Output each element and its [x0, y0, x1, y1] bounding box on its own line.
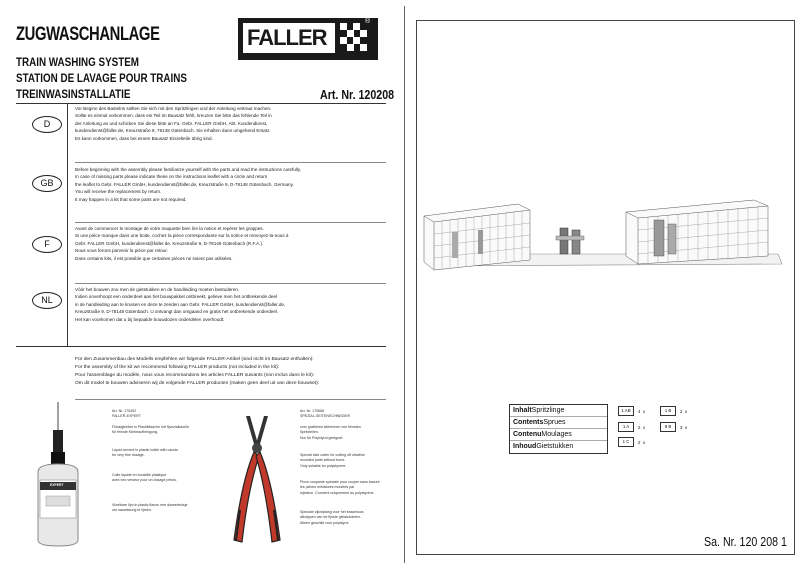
rule-de: [75, 162, 386, 163]
part-qty: 2 x: [638, 440, 646, 445]
part-box: 1 C: [618, 437, 634, 447]
cutter-desc-fr: Pince coupante spéciale pour couper sans bavure les pièces miniatures moulées par injection. Convient uniquement au polystyrène.: [300, 480, 380, 495]
contents-row-gb: ContentsSprues: [510, 417, 607, 429]
contents-row-de: InhaltSpritzlinge: [510, 405, 607, 417]
recommend-rule-top: [16, 346, 386, 347]
lang-badge-nl: NL: [32, 292, 62, 309]
glue-desc-de: Flüssigkleber in Plastikflasche mit Spezialkanüle für feinste Klebeaufbringung.: [112, 425, 190, 435]
article-number: Art. Nr. 120208: [320, 87, 395, 102]
part-box: 1 B: [660, 406, 676, 416]
rule-gb: [75, 222, 386, 223]
lang-badge-f: F: [32, 236, 62, 253]
recommend-text: Für den Zusammenbau des Modells empfehlen wir folgende FALLER-Artikel (sind nicht im Bausatz enthalten): For the assembly of the kit we recommend following FALLER products (not included in the kit): Pour l'assemblage du modèle, nous vous recommandons les articles FALLER suivants (non inclus dans le kit): Om dit model te bouwen adviseren wij de volgende FALLER producten (maken geen deel uit van deze bouwset):: [75, 357, 320, 386]
part-box: 8 B: [660, 422, 676, 432]
cutter-name: SPEZIAL-SEITENSCHNEIDER: [300, 414, 351, 418]
part-box: 1 A: [618, 422, 634, 432]
header-rule: [16, 103, 386, 104]
contents-table: [509, 404, 608, 454]
column-rule: [67, 103, 68, 346]
title-nl: TREINWASINSTALLATIE: [16, 87, 131, 101]
part-qty: 3 x: [680, 425, 688, 430]
train-washing-model-image: [418, 190, 790, 280]
right-page-frame: [416, 20, 795, 555]
recommend-rule-bottom: [75, 399, 386, 400]
cutter-desc-nl: Speciale zijkniptang voor het braamloos afknippen van de fijnste gietstukdelen. Alleen geschikt voor polystyrol.: [300, 510, 364, 525]
glue-bottle-label: EXPERT: [50, 483, 64, 487]
cutter-desc-gb: Special side cutter for cutting off ultrafine moulded parts without burrs. Only suitable for polystyrene.: [300, 453, 365, 468]
part-box: 1 AB: [618, 406, 634, 416]
part-qty: 2 x: [680, 409, 688, 414]
side-cutter-image: [220, 410, 295, 550]
text-gb: Before beginning with the assembly please familiarize yourself with the parts and read the instructions carefully. In case of missing parts please indicate these on the instructions leaflet with a circle and return the leaflet to Gebr. FALLER GmbH, kundendienst@faller.de, Kreuzstraße 9, D-78148 Gütenbach, Germany. You will receive the replacement by return. It may happen in a kit that some parts are not required.: [75, 167, 302, 202]
glue-desc-gb: Liquid cement in plastic bottle with canule for very fine dosage.: [112, 448, 179, 458]
title-gb: TRAIN WASHING SYSTEM: [16, 55, 140, 69]
text-nl: Vóór het bouwen zou men de gietstukken en de handleiding moeten bestuderen. Indien onverhoopt een onderdeel aan het bouwpakket ontbreekt, gelieve men het ontbrekende deel in de handleiding aan te kruisen en deze te zenden aan Gebr. FALLER GmbH, kundendienst@faller.de, Kreuzstraße 9, D-78148 Gütenbach. U ontvangt dan omgaand en gratis het ontbrekende onderdeel. Het kan voorkomen dat u bij bepaalde bouwdozen onderdelen overhoudt.: [75, 287, 286, 322]
lang-badge-d: D: [32, 116, 62, 133]
glue-bottle-image: [28, 400, 88, 550]
page-title: ZUGWASCHANLAGE: [16, 24, 160, 45]
contents-row-nl: InhoudGietstukken: [513, 443, 574, 450]
text-de: Vor Beginn des Bastelns sollten Sie sich mit den Spritzlingen und der Anleitung vertraut machen. Sollte es einmal vorkommen, dass ein Teil im Bausatz fehlt, kreuzen Sie bitte das fehlende Teil in der Anleitung an und schicken Sie diese bitte an Fa. Gebr. FALLER GmbH, Abt. Kundendienst, kundendienst@faller.de, Kreuzstraße 9, 78148 Gütenbach. Sie erhalten dann umgehend Ersatz. Es kann vorkommen, dass bei einem Bausatz Einzelteile übrig sind.: [75, 106, 272, 141]
cutter-art: Art. Nr. 170688: [300, 409, 325, 413]
glue-name: FALLER-EXPERT: [112, 414, 141, 418]
registered-mark: ®: [365, 18, 371, 25]
part-qty: 2 x: [638, 425, 646, 430]
glue-art: Art. Nr. 170492: [112, 409, 137, 413]
glue-desc-nl: Vloeibare lijm in plastic flacon met doseerbuisje om nauwkeurig te lijmen.: [112, 503, 188, 513]
part-qty: 4 x: [638, 409, 646, 414]
logo-text: FALLER: [247, 25, 327, 50]
cutter-desc-de: zum gratfreien Abtrennen von feinsten Spritzteilen. Nur für Polystyrol geeignet.: [300, 425, 361, 440]
rule-fr: [75, 283, 386, 284]
text-fr: Avant de commencer le montage de votre maquette bien lire la notice et repérer les grappes. Si une pièce manque dans une boite, cochez la pièce correspondante sur la notice et renvoyez-la-nous à Gebr. FALLER GmbH, kundendienst@faller.de, Kreuzstraße 9, D-78148 Gütenbach (R.F.A.). Nous vous ferons parvenir la pièce par retour. Dans certains kits, il est possible que certaines pièces ne soient pas utilisées.: [75, 226, 289, 261]
sa-number: Sa. Nr. 120 208 1: [704, 534, 787, 549]
title-fr: STATION DE LAVAGE POUR TRAINS: [16, 71, 187, 85]
lang-badge-gb: GB: [32, 175, 62, 192]
page-divider: [404, 6, 405, 563]
faller-logo: [238, 18, 378, 60]
logo-grid: [340, 23, 374, 55]
glue-desc-fr: Colle liquide en bouteille plastique avec bec verseur pour un dosage précis.: [112, 473, 177, 483]
contents-row-fr: ContenuMoulages: [510, 429, 607, 441]
